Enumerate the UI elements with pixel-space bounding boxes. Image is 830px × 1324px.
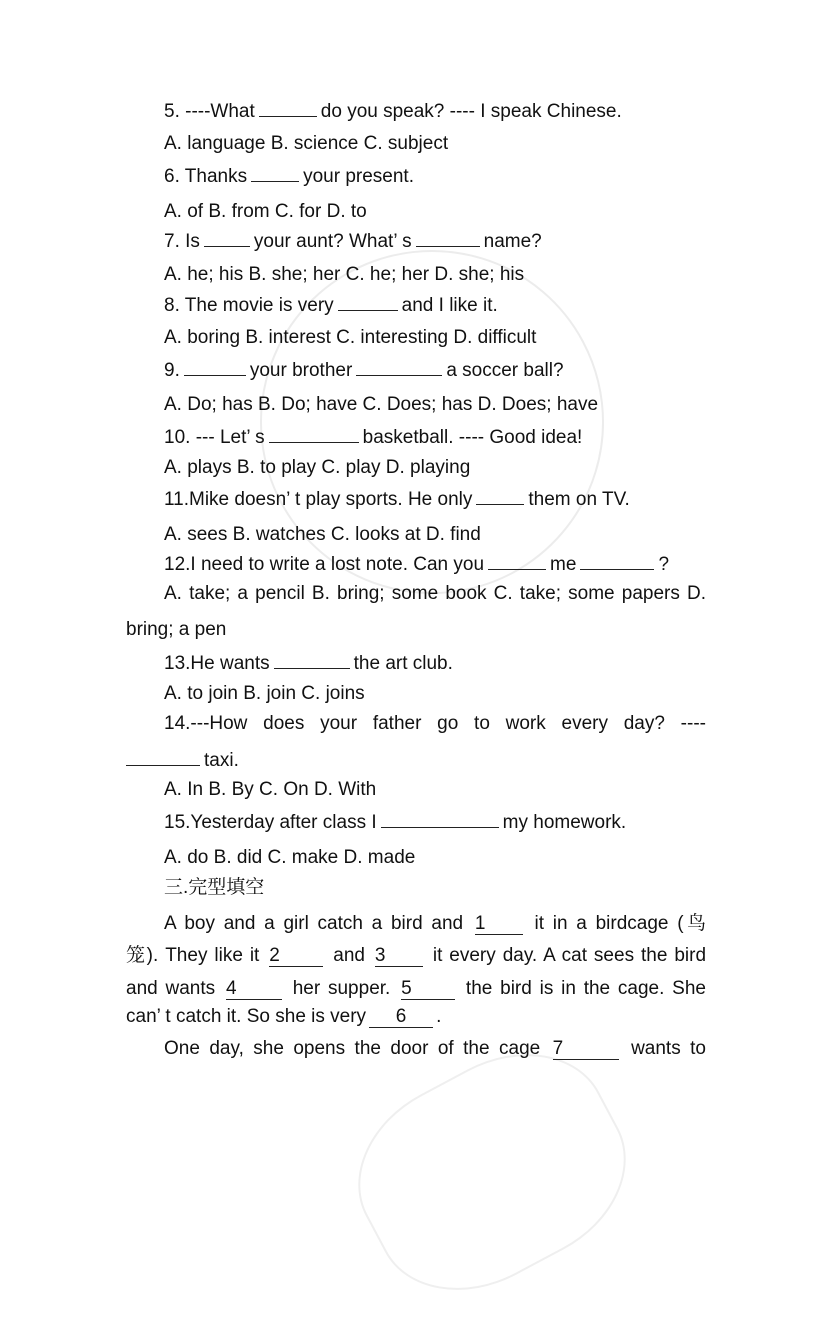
question-12-options-cont: bring; a pen [126,619,227,640]
answer-blank[interactable] [251,165,299,182]
cloze-blank-5[interactable]: 5 [401,979,455,1000]
watermark [328,1020,657,1324]
section-title: 三.完型填空 [164,877,265,898]
question-15: 15.Yesterday after class I my homework. [164,812,627,833]
answer-blank[interactable] [184,359,246,376]
answer-blank[interactable] [259,100,317,117]
question-11-options: A. sees B. watches C. looks at D. find [164,524,481,545]
answer-blank[interactable] [274,652,350,669]
question-6: 6. Thanks your present. [164,166,414,187]
question-14-cont: taxi. [126,749,706,773]
question-13-options: A. to join B. join C. joins [164,683,365,704]
answer-blank[interactable] [269,426,359,443]
cloze-blank-3[interactable]: 3 [375,946,423,967]
cloze-blank-2[interactable]: 2 [269,946,323,967]
answer-blank[interactable] [580,553,654,570]
question-7: 7. Is your aunt? What’ s name? [164,231,542,252]
answer-blank[interactable] [126,749,200,766]
answer-blank[interactable] [416,230,480,247]
question-9: 9. your brother a soccer ball? [164,360,564,381]
passage-line: A boy and a girl catch a bird and 1 it in a birdcage (鸟 [164,913,706,934]
cloze-blank-1[interactable]: 1 [475,914,523,935]
answer-blank[interactable] [381,811,499,828]
question-12-options: A. take; a pencil B. bring; some book C. take; some papers D. [164,583,706,604]
question-14: 14.---How does your father go to work every day? ---- [164,713,706,734]
question-11: 11.Mike doesn’ t play sports. He only them on TV. [164,489,630,510]
question-5-options: A. language B. science C. subject [164,133,449,154]
question-5: 5. ----What do you speak? ---- I speak Chinese. [164,101,622,122]
answer-blank[interactable] [488,553,546,570]
cloze-blank-6[interactable]: 6 [369,1007,433,1028]
question-13: 13.He wants the art club. [164,653,453,674]
question-12: 12.I need to write a lost note. Can you me ? [164,554,670,575]
question-10: 10. --- Let’ s basketball. ---- Good idea! [164,427,583,448]
passage-line: 笼). They like it 2 and 3 it every day. A cat sees the bird [126,945,707,966]
cloze-blank-4[interactable]: 4 [226,979,282,1000]
cloze-blank-7[interactable]: 7 [553,1039,619,1060]
passage-line: and wants 4 her supper. 5 the bird is in the cage. She [126,978,706,999]
passage-line: One day, she opens the door of the cage 7 wants to [164,1038,706,1059]
answer-blank[interactable] [476,488,524,505]
question-8-options: A. boring B. interest C. interesting D. difficult [164,327,537,348]
answer-blank[interactable] [204,230,250,247]
question-15-options: A. do B. did C. make D. made [164,847,416,868]
passage-line: can’ t catch it. So she is very 6 . [126,1006,442,1027]
question-9-options: A. Do; has B. Do; have C. Does; has D. Does; have [164,394,599,415]
answer-blank[interactable] [338,294,398,311]
question-14-options: A. In B. By C. On D. With [164,779,377,800]
question-7-options: A. he; his B. she; her C. he; her D. she; his [164,264,525,285]
question-6-options: A. of B. from C. for D. to [164,201,367,222]
question-8: 8. The movie is very and I like it. [164,295,498,316]
answer-blank[interactable] [356,359,442,376]
question-10-options: A. plays B. to play C. play D. playing [164,457,471,478]
